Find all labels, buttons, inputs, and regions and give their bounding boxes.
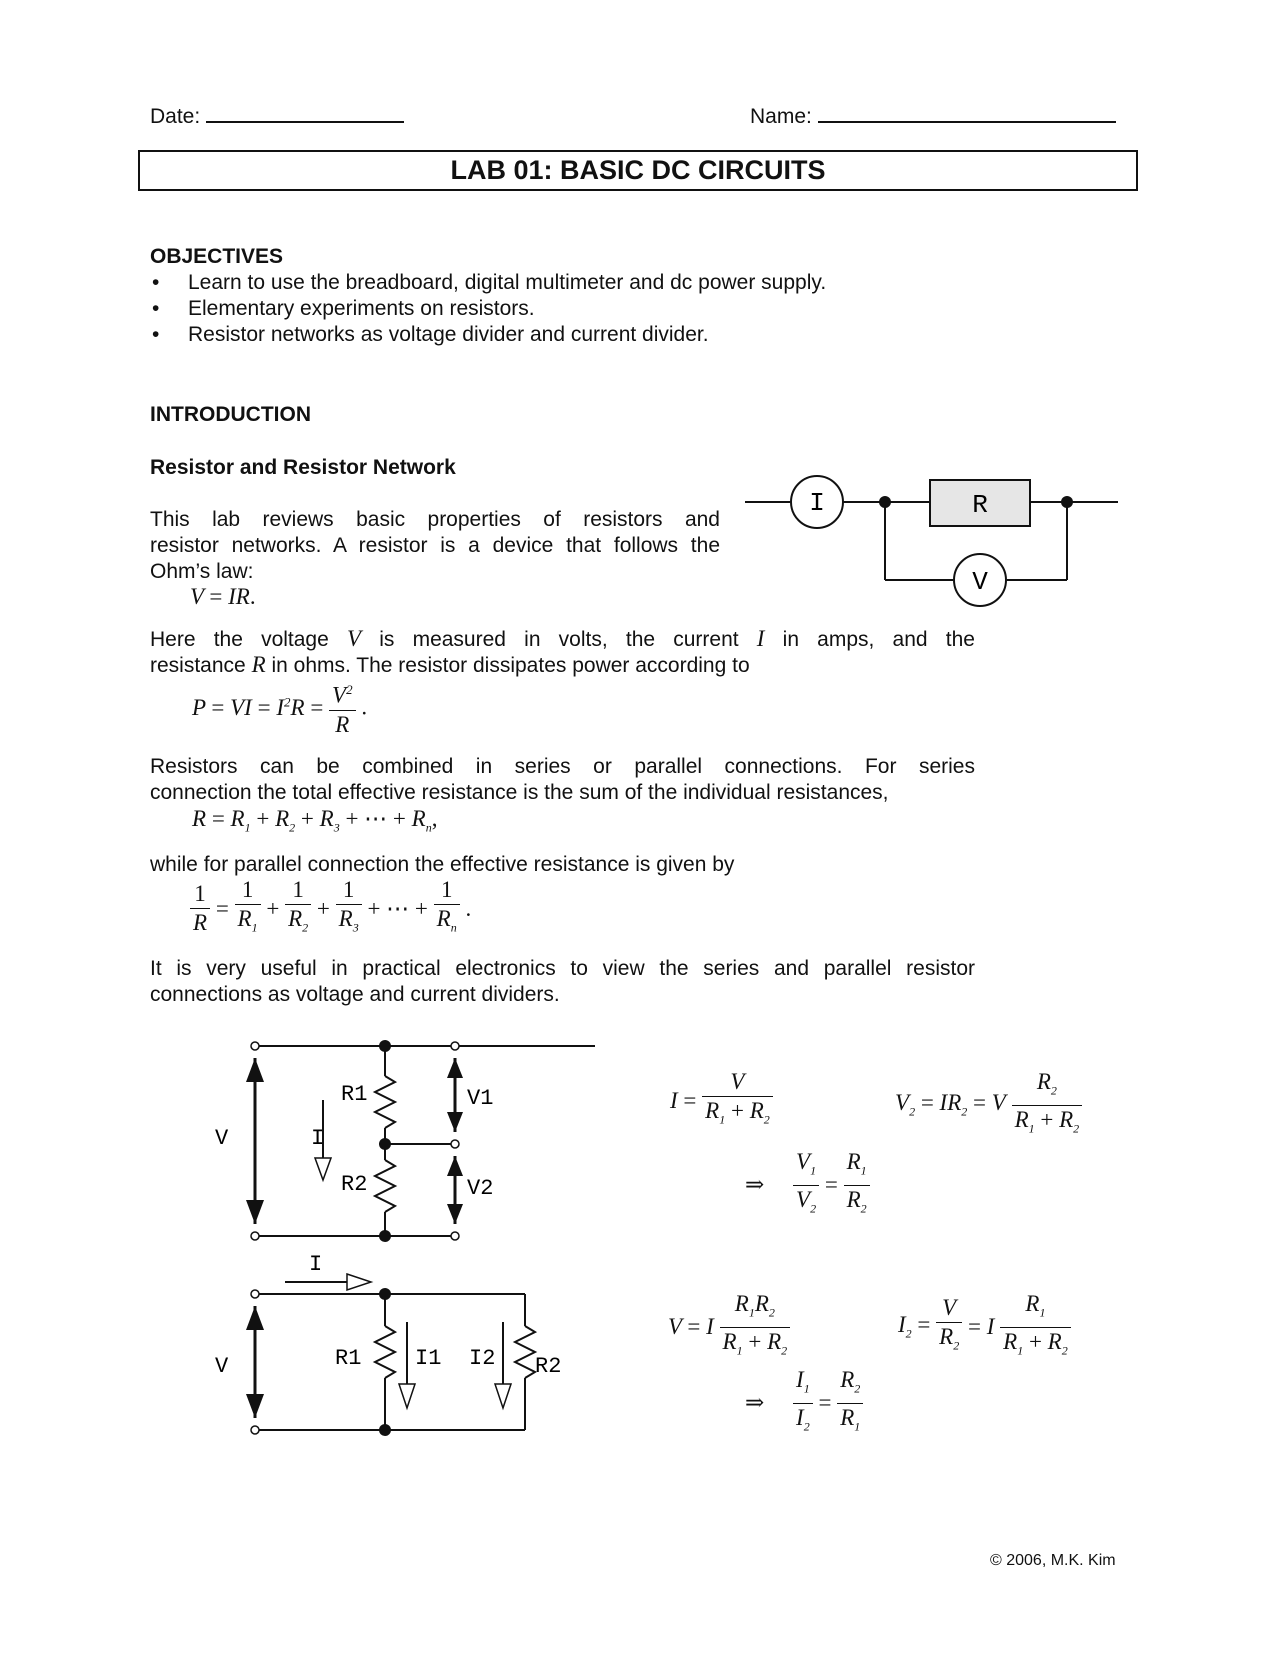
name-blank	[818, 101, 1116, 123]
page-title: LAB 01: BASIC DC CIRCUITS	[138, 150, 1138, 191]
cd-i2-equation: $I_2$ = $\frac{V}{R_2}$ = I $\frac{R_1}{R_1 + R_2}$	[898, 1290, 1071, 1364]
voltage-divider-diagram	[215, 1030, 515, 1250]
series-resistance-equation: $R = R_1 + R_2 + R_3$ + ⋯ + $R_n$,	[192, 806, 438, 835]
vd-ratio-equation: ⇒ $\frac{V_1}{V_2}$ = $\frac{R_1}{R_2}$	[745, 1148, 870, 1222]
intro-paragraph-3-line2: connection the total effective resistance is the sum of the individual resistances,	[150, 781, 889, 804]
cd-voltage-equation: V = I $\frac{R_1R_2}{R_1 + R_2}$	[668, 1290, 790, 1364]
objectives-list	[152, 270, 952, 348]
intro-paragraph-1: This lab reviews basic properties of resistors and	[150, 508, 720, 531]
date-label: Date:	[150, 105, 201, 128]
v1-label: V1	[467, 1086, 494, 1111]
intro-paragraph-3: Resistors can be combined in series or parallel connections. For series	[150, 755, 975, 778]
date-blank	[206, 101, 404, 123]
voltage-label: V	[215, 1126, 229, 1151]
section-subheading: Resistor and Resistor Network	[150, 456, 456, 479]
intro-paragraph-5: It is very useful in practical electronics to view the series and parallel resistor	[150, 957, 975, 980]
v2-label: V2	[467, 1176, 494, 1201]
parallel-resistance-equation: $\frac{1}{R}$ = $\frac{1}{R_1}$ + $\frac{1}{R_2}$ + $\frac{1}{R_3}$ + ⋯ + $\frac{1}{R_n}$ .	[190, 876, 471, 942]
cd-ratio-equation: ⇒ $\frac{I_1}{I_2}$ = $\frac{R_2}{R_1}$	[745, 1366, 863, 1440]
introduction-heading: INTRODUCTION	[150, 403, 311, 426]
name-label: Name:	[750, 105, 812, 128]
r1-label: R1	[335, 1346, 362, 1371]
power-equation: P = VI = $I^2R$ = $\frac{V^2}{R}$ .	[192, 676, 367, 739]
date-field	[150, 101, 404, 130]
resistor-label: R	[972, 490, 988, 520]
current-label: I	[309, 1252, 323, 1277]
list-item: • Resistor networks as voltage divider and current divider.	[152, 323, 709, 346]
intro-paragraph-5-line2: connections as voltage and current dividers.	[150, 983, 560, 1006]
intro-paragraph-1-line2: resistor networks. A resistor is a device that follows the	[150, 534, 720, 557]
intro-paragraph-1-line3: Ohm’s law:	[150, 560, 254, 583]
r1-label: R1	[341, 1082, 368, 1107]
r2-label: R2	[341, 1172, 368, 1197]
ammeter-label: I	[809, 488, 825, 518]
ohms-law-equation: V = IR.	[190, 584, 256, 609]
voltmeter-label: V	[972, 567, 988, 597]
vd-current-equation: I = $\frac{V}{R_1 + R_2}$	[670, 1068, 773, 1134]
name-field	[750, 101, 1116, 130]
list-item: • Elementary experiments on resistors.	[152, 297, 535, 320]
vd-v2-equation: $V_2 = IR_2 = V$ $\frac{R_2}{R_1 + R_2}$	[895, 1068, 1082, 1142]
r2-label: R2	[535, 1354, 562, 1379]
list-item: • Learn to use the breadboard, digital multimeter and dc power supply.	[152, 271, 827, 294]
copyright-footer: © 2006, M.K. Kim	[990, 1552, 1116, 1569]
intro-paragraph-4: while for parallel connection the effective resistance is given by	[150, 853, 735, 876]
intro-paragraph-2: Here the voltage V is measured in volts, the current I in amps, and the	[150, 626, 975, 651]
ohms-law-circuit-diagram	[740, 470, 1120, 610]
current-label: I	[311, 1126, 325, 1151]
i1-label: I1	[415, 1346, 442, 1371]
current-divider-diagram	[215, 1250, 562, 1450]
voltage-label: V	[215, 1354, 229, 1379]
objectives-heading: OBJECTIVES	[150, 245, 284, 268]
intro-paragraph-2-line2: resistance R in ohms. The resistor dissipates power according to	[150, 652, 750, 677]
i2-label: I2	[469, 1346, 496, 1371]
